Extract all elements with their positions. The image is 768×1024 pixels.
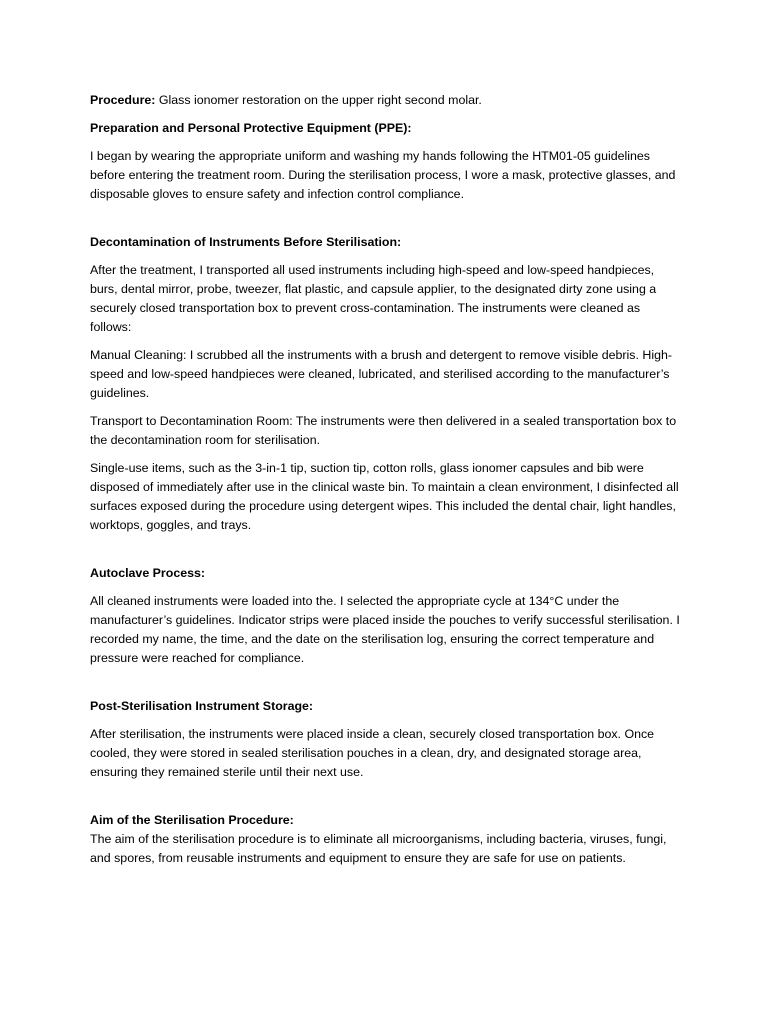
decontamination-paragraph-transport-room: Transport to Decontamination Room: The instruments were then delivered in a sealed transportation box to the decontamination room for sterilisation. [90,414,677,447]
ppe-paragraph: I began by wearing the appropriate uniform and washing my hands following the HTM01-05 guidelines before entering the treatment room. During the sterilisation process, I wore a mask, protective glasses, and disposable gloves to ensure safety and infection control compliance. [90,149,676,201]
procedure-line [90,91,680,110]
decontamination-paragraph-manual-cleaning: Manual Cleaning: I scrubbed all the instruments with a brush and detergent to remove visible debris. High-speed and low-speed handpieces were cleaned, lubricated, and sterilised according to the manufacturer’s guidelines. [90,348,672,400]
storage-paragraph: After sterilisation, the instruments were placed inside a clean, securely closed transportation box. Once cooled, they were stored in sealed sterilisation pouches in a clean, dry, and designated storage area, ensuring they remained sterile until their next use. [90,727,655,779]
aim-heading: Aim of the Sterilisation Procedure: [90,813,294,827]
decontamination-paragraph-single-use: Single-use items, such as the 3-in-1 tip, suction tip, cotton rolls, glass ionomer capsules and bib were disposed of immediately after use in the clinical waste bin. To maintain a clean environment, I disinfected all surfaces exposed during the procedure using detergent wipes. This included the dental chair, light handles, worktops, goggles, and trays. [90,461,679,532]
procedure-label: Procedure: [90,93,156,107]
procedure-text: Glass ionomer restoration on the upper right second molar. [155,93,482,107]
decontamination-paragraph-transport: After the treatment, I transported all used instruments including high-speed and low-speed handpieces, burs, dental mirror, probe, tweezer, flat plastic, and capsule applier, to the designated dirty zone using a securely closed transportation box to prevent cross-contamination. The instruments were cleaned as follows: [90,263,657,334]
autoclave-paragraph: All cleaned instruments were loaded into the. I selected the appropriate cycle at 134°C under the manufacturer’s guidelines. Indicator strips were placed inside the pouches to verify successful sterilisation. I recorded my name, the time, and the date on the sterilisation log, ensuring the correct temperature and pressure were reached for compliance. [90,594,680,665]
autoclave-heading: Autoclave Process: [90,566,206,580]
ppe-heading: Preparation and Personal Protective Equipment (PPE): [90,121,412,135]
document-body [90,91,680,877]
storage-heading: Post-Sterilisation Instrument Storage: [90,699,314,713]
decontamination-heading: Decontamination of Instruments Before Sterilisation: [90,235,402,249]
aim-paragraph: The aim of the sterilisation procedure is to eliminate all microorganisms, including bacteria, viruses, fungi, and spores, from reusable instruments and equipment to ensure they are safe for use on patients. [90,832,667,865]
